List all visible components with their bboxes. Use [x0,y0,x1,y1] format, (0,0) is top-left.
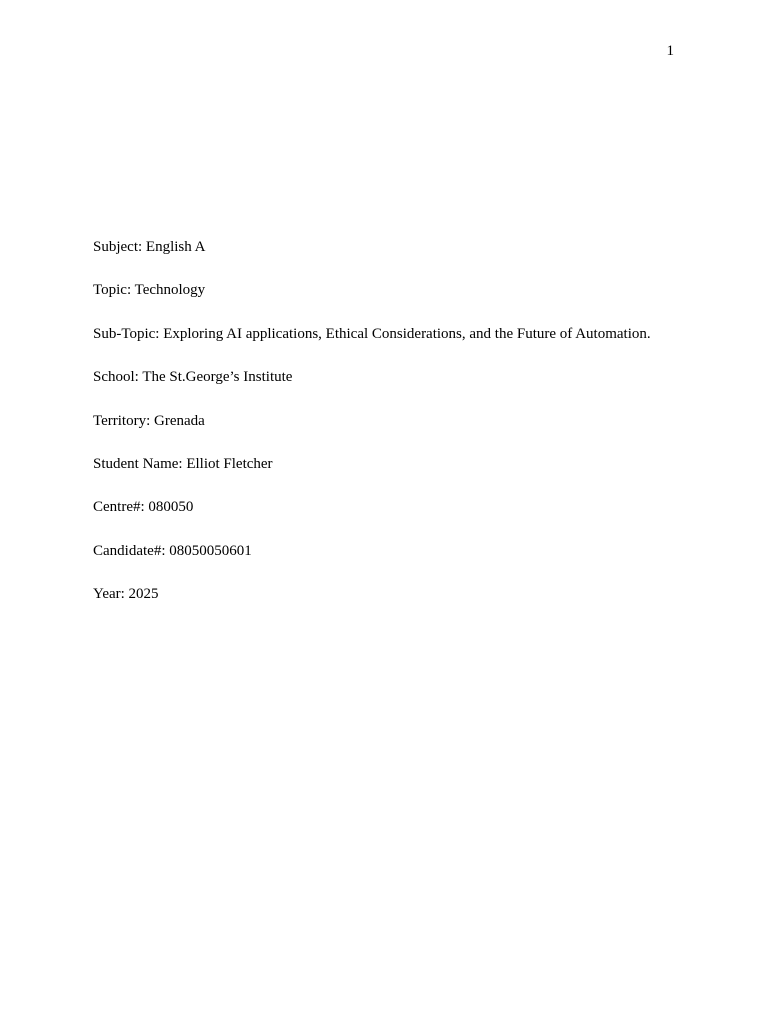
territory-line: Territory: Grenada [93,412,205,429]
cover-details [93,238,693,629]
year-line: Year: 2025 [93,586,159,603]
page-number: 1 [666,43,674,59]
topic-line: Topic: Technology [93,282,206,299]
sub-topic-line: Sub-Topic: Exploring AI applications, Ethical Considerations, and the Future of Automation. [93,325,651,342]
school-line: School: The St.George’s Institute [93,369,293,386]
candidate-number-line: Candidate#: 08050050601 [93,542,252,559]
student-name-line: Student Name: Elliot Fletcher [93,455,273,472]
centre-number-line: Centre#: 080050 [93,499,194,516]
subject-line: Subject: English A [93,239,206,255]
